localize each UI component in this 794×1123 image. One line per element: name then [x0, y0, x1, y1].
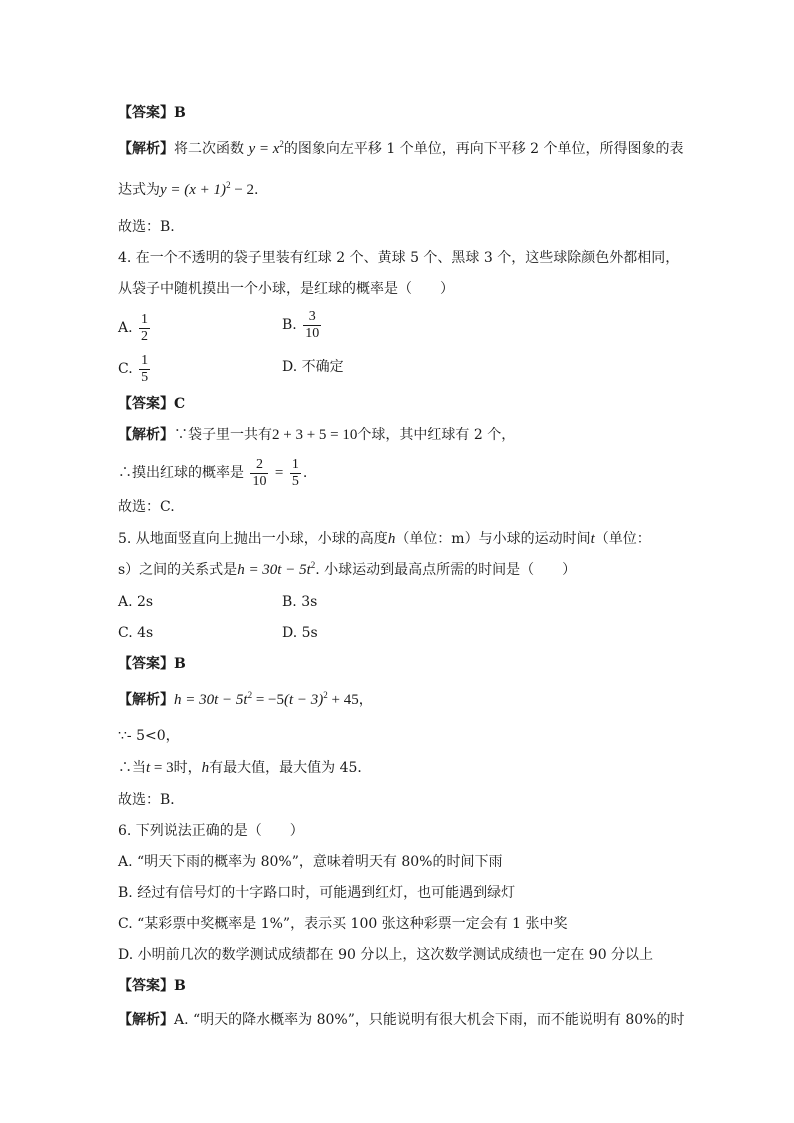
q5-var-h: h	[387, 531, 396, 547]
q5-stem-text-2: （单位：m）与小球的运动时间	[395, 531, 591, 547]
q5-t-value: t = 3	[146, 760, 174, 776]
q4-analysis-text-3: ∴摸出红球的概率是	[118, 465, 244, 481]
q4-stem-line1: 4. 在一个不透明的袋子里装有红球 2 个、黄球 5 个、黑球 3 个，这些球除颜色外都相同，	[118, 250, 680, 266]
q4-option-d-text: 不确定	[301, 359, 344, 375]
q3-analysis-line2: 达式为$y = (x + 1)^2 - 2$.	[118, 180, 259, 198]
q4-sum-formula: 2 + 3 + 5 = 10	[272, 427, 358, 443]
q5-option-d: D. 5s	[282, 625, 318, 641]
q4-analysis-text-2: 个球，其中红球有 2 个，	[357, 427, 516, 443]
q3-formula-original: $y = x^2$	[248, 139, 284, 157]
q5-stem-line2	[118, 560, 576, 580]
q4-answer: 【答案】C	[118, 396, 186, 412]
q5-stem-text: 5. 从地面竖直向上抛出一小球，小球的高度	[118, 531, 388, 547]
q5-formula: $h = 30t - 5t^2$	[237, 560, 316, 578]
q5-stem-text-5: . 小球运动到最高点所需的时间是（ ）	[315, 562, 577, 578]
q4-option-d-label: D.	[282, 359, 298, 375]
q4-option-a	[118, 310, 152, 346]
q5-var-t: t	[590, 531, 595, 547]
q5-vertex-formula: $h = 30t - 5t^2 = -5(t - 3)^2 + 45$	[174, 690, 359, 708]
q3-analysis-text: 将二次函数	[174, 141, 244, 157]
q5-reason: ∵- 5<0，	[118, 728, 180, 744]
q3-analysis-label: 【解析】	[118, 141, 174, 157]
q5-option-b: B. 3s	[282, 594, 318, 610]
q4-option-a-label: A.	[118, 320, 133, 336]
q4-option-c-label: C.	[118, 361, 133, 377]
q5-answer: 【答案】B	[118, 656, 186, 672]
q4-conclusion: 故选：C.	[118, 499, 175, 515]
q3-analysis-line1	[118, 139, 684, 159]
q3-conclusion: 故选：B.	[118, 219, 175, 235]
q6-analysis	[118, 1010, 684, 1030]
q6-analysis-label: 【解析】	[118, 1012, 174, 1028]
q5-stem-text-4: s）之间的关系式是	[118, 562, 238, 578]
q5-therefore-text: ∴当	[118, 760, 146, 776]
q5-therefore-text-3: 有最大值，最大值为 45．	[209, 760, 372, 776]
q6-option-c: C. “某彩票中奖概率是 1%”，表示买 100 张这种彩票一定会有 1 张中奖	[118, 916, 568, 932]
q4-option-c	[118, 351, 152, 387]
q5-therefore	[118, 758, 371, 778]
q6-analysis-text: A. “明天的降水概率为 80%”，只能说明有很大机会下雨，而不能说明有 80%的时	[174, 1012, 685, 1028]
q3-analysis-text-3: 达式为	[118, 182, 160, 198]
q4-option-b-fraction: $\frac{3}{10}$	[305, 308, 320, 341]
q5-therefore-text-2: 时，	[173, 760, 202, 776]
q5-option-c: C. 4s	[118, 625, 154, 641]
q4-analysis-label: 【解析】	[118, 427, 174, 443]
q4-prob-fraction-2: $\frac{1}{5}$	[291, 456, 299, 489]
q4-option-d	[282, 357, 344, 377]
q4-option-c-fraction: $\frac{1}{5}$	[141, 352, 149, 385]
q5-stem-line1	[118, 529, 651, 549]
q5-analysis-line1: 【解析】$h = 30t - 5t^2 = -5(t - 3)^2 + 45$，	[118, 690, 373, 708]
q5-conclusion: 故选：B．	[118, 792, 185, 808]
q5-var-h-2: h	[201, 760, 210, 776]
q4-option-b-label: B.	[282, 317, 297, 333]
q5-option-a: A. 2s	[118, 594, 154, 610]
q4-analysis-line1	[118, 425, 515, 445]
q6-stem: 6. 下列说法正确的是（ ）	[118, 823, 304, 839]
q5-analysis-label: 【解析】	[118, 692, 174, 708]
q4-prob-fraction-1: $\frac{2}{10}$	[252, 456, 267, 489]
q6-answer: 【答案】B	[118, 978, 186, 994]
q4-analysis-line2: ∴摸出红球的概率是 $\frac{2}{10}$ = $\frac{1}{5}$ .	[118, 456, 308, 489]
q6-option-b: B. 经过有信号灯的十字路口时，可能遇到红灯，也可能遇到绿灯	[118, 885, 516, 901]
q3-formula-result: $y = (x + 1)^2 - 2$	[160, 180, 255, 198]
q3-analysis-text-2: 的图象向左平移 1 个单位，再向下平移 2 个单位，所得图象的表	[283, 141, 684, 157]
q4-analysis-text: ∵袋子里一共有	[174, 427, 272, 443]
q4-option-a-fraction: $\frac{1}{2}$	[141, 311, 149, 344]
q6-option-d: D. 小明前几次的数学测试成绩都在 90 分以上，这次数学测试成绩也一定在 90 分以上	[118, 947, 654, 963]
q5-stem-text-3: （单位：	[594, 531, 651, 547]
q6-option-a: A. “明天下雨的概率为 80%”，意味着明天有 80%的时间下雨	[118, 854, 503, 870]
q4-option-b	[282, 307, 323, 343]
q4-stem-line2: 从袋子中随机摸出一个小球，是红球的概率是（ ）	[118, 281, 454, 297]
q3-answer: 【答案】B	[118, 105, 186, 121]
